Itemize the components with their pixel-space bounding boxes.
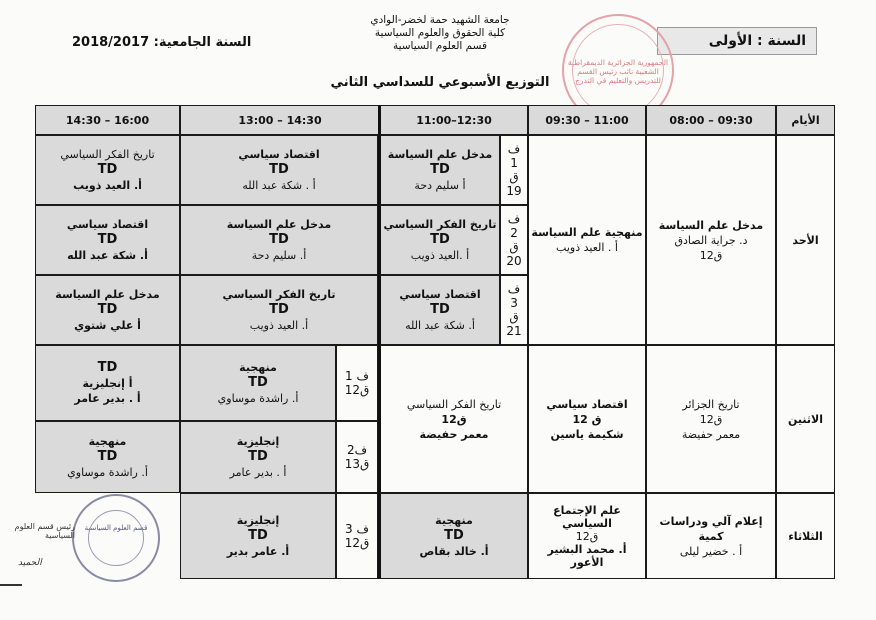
room-num: 21 xyxy=(506,324,522,338)
day-sunday: الأحد xyxy=(776,135,835,345)
course-name: منهجية xyxy=(88,435,127,448)
group-label xyxy=(336,493,378,579)
sunday-slot5-row1 xyxy=(35,135,180,205)
room: ق 12 xyxy=(572,412,602,426)
tuesday-slot2 xyxy=(528,493,646,579)
session-type: TD xyxy=(430,302,450,317)
session-type: TD xyxy=(97,232,118,247)
group-num: 1 xyxy=(510,156,518,170)
session-type: TD xyxy=(97,302,118,317)
room-q: ق xyxy=(509,240,519,254)
session-type: TD xyxy=(97,449,118,464)
sunday-slot5-row3 xyxy=(35,275,180,345)
room-num: ق13 xyxy=(344,457,370,471)
group-num: ف2 xyxy=(346,443,368,457)
instructor: أ. العيد ذويب xyxy=(249,319,309,332)
university-name: جامعة الشهيد حمة لخضر-الوادي xyxy=(370,14,510,26)
monday-slot1 xyxy=(646,345,776,493)
course-name: إنجليزية xyxy=(236,435,280,448)
course-name: منهجية xyxy=(435,514,473,527)
room: ق12 xyxy=(441,412,467,426)
room-num: ق12 xyxy=(344,383,370,397)
group-num: 3 xyxy=(510,296,518,310)
slot-header-4: 14:30 – 13:00 xyxy=(180,105,380,135)
group-label xyxy=(500,205,528,275)
room-q: ق xyxy=(509,170,519,184)
group-f: ف xyxy=(507,212,521,226)
day-monday: الاثنين xyxy=(776,345,835,493)
group-label xyxy=(500,135,528,205)
sunday-slot3-group2 xyxy=(378,205,500,275)
academic-year: السنة الجامعية: 2018/2017 xyxy=(72,35,252,50)
instructor: أ. شكة عبد الله xyxy=(67,249,148,262)
instructor: أ. راشدة موساوي xyxy=(217,392,299,405)
group-f: ف xyxy=(507,282,521,296)
day-tuesday: الثلاثاء xyxy=(776,493,835,579)
course-name: مدخل علم السياسة xyxy=(226,218,332,231)
group-num: ف 1 xyxy=(345,369,369,383)
stamp-text: الجمهورية الجزائرية الديمقراطية الشعبية نائب رئيس القسم للتدريس والتعليم في التدرج xyxy=(567,58,669,85)
instructor: معمر حفيضة xyxy=(681,427,741,441)
sunday-slot4-row3 xyxy=(180,275,378,345)
tuesday-slot3 xyxy=(378,493,528,579)
slot-header-5: 16:00 – 14:30 xyxy=(35,105,180,135)
level-box: السنة : الأولى xyxy=(657,27,817,55)
session-type: TD xyxy=(430,232,450,247)
group-label xyxy=(500,275,528,345)
session-type: TD xyxy=(269,302,289,317)
sunday-slot5-row2 xyxy=(35,205,180,275)
group-f: ف xyxy=(507,142,521,156)
course-name: تاريخ الفكر السياسي xyxy=(406,397,502,411)
group-label xyxy=(336,345,378,421)
signature-name: الحميد xyxy=(18,558,42,568)
course-name: تاريخ الجزائر xyxy=(682,397,740,411)
room-num: 20 xyxy=(506,254,522,268)
instructor: أ. خالد بقاص xyxy=(419,545,489,558)
sunday-slot3-group1 xyxy=(378,135,500,205)
instructor: أ. محمد البشير xyxy=(547,542,627,556)
course-name: اقتصاد سياسي xyxy=(399,288,481,301)
instructor: أ . شكة عبد الله xyxy=(242,179,316,192)
session-type: TD xyxy=(97,162,118,177)
group-num: ف 3 xyxy=(345,522,369,536)
instructor: أ سليم دحة xyxy=(414,179,466,192)
course-name: تاريخ الفكر السياسي xyxy=(383,218,497,231)
room: ق12 xyxy=(699,412,723,426)
course-name-2: كمية xyxy=(698,529,724,543)
course-name: اقتصاد سياسي xyxy=(238,148,320,161)
course-name: تاريخ الفكر السياسي xyxy=(60,148,155,161)
instructor: أ. راشدة موساوي xyxy=(67,466,148,479)
instructor: أ .العيد ذويب xyxy=(410,249,470,262)
monday-slot4-group2 xyxy=(180,421,336,493)
sunday-slot3-group3 xyxy=(378,275,500,345)
course-name-2: السياسي xyxy=(562,516,612,530)
monday-slot3 xyxy=(378,345,528,493)
room: ق12 xyxy=(699,248,723,262)
monday-slot2 xyxy=(528,345,646,493)
page-title: التوزيع الأسبوعي للسداسي الثاني xyxy=(330,75,550,90)
room: ق12 xyxy=(575,529,599,543)
instructor: د. جراية الصادق xyxy=(674,233,748,247)
session-type: TD xyxy=(269,232,289,247)
room-num: 19 xyxy=(506,184,522,198)
course-name: اقتصاد سياسي xyxy=(66,218,149,231)
course-name: تاريخ الفكر السياسي xyxy=(222,288,336,301)
group-num: 2 xyxy=(510,226,518,240)
slot-header-3: 12:30–11:00 xyxy=(378,105,528,135)
slot-header-1: 09:30 – 08:00 xyxy=(646,105,776,135)
instructor: أ . خضير ليلى xyxy=(679,544,743,558)
session-type: TD xyxy=(269,162,289,177)
department-name: قسم العلوم السياسية xyxy=(392,40,488,52)
course-name: أ إنجليزية xyxy=(82,377,133,390)
session-type: TD xyxy=(248,528,268,543)
divider xyxy=(0,584,22,586)
course-name: منهجية علم السياسة xyxy=(531,226,643,239)
instructor: أ. العيد ذويب xyxy=(73,179,142,192)
session-type: TD xyxy=(444,528,464,543)
course-name: علم الإجتماع xyxy=(553,503,621,517)
session-type: TD xyxy=(248,375,268,390)
sunday-slot4-row1 xyxy=(180,135,378,205)
signature-label: رئيس قسم العلوم السياسية xyxy=(14,522,75,540)
slot-header-2: 11:00 – 09:30 xyxy=(528,105,646,135)
sunday-slot4-row2 xyxy=(180,205,378,275)
tuesday-slot1 xyxy=(646,493,776,579)
course-name: إنجليزية xyxy=(236,514,280,527)
course-name: إعلام آلي ودراسات xyxy=(659,514,763,528)
instructor-2: الأعور xyxy=(570,555,604,569)
monday-slot5-row1 xyxy=(35,345,180,421)
sunday-slot2 xyxy=(528,135,646,345)
instructor: أ. عامر بدير xyxy=(226,545,290,558)
monday-slot4-group1 xyxy=(180,345,336,421)
weekly-schedule-table xyxy=(35,105,835,579)
session-type: TD xyxy=(97,360,118,375)
stamp2-text: قسم العلوم السياسية xyxy=(84,524,148,532)
session-type: TD xyxy=(248,449,268,464)
room-q: ق xyxy=(509,310,519,324)
instructor: أ. سليم دحة xyxy=(251,249,307,262)
instructor: أ . العيد ذويب xyxy=(556,241,618,254)
course-name: مدخل علم السياسة xyxy=(387,148,493,161)
days-header: الأيام xyxy=(776,105,835,135)
instructor: أ. شكة عبد الله xyxy=(405,319,475,332)
institution-header xyxy=(300,14,580,53)
instructor: أ . بدير عامر xyxy=(229,466,287,479)
sunday-slot1 xyxy=(646,135,776,345)
room-num: ق12 xyxy=(344,536,370,550)
course-name: منهجية xyxy=(239,361,277,374)
faculty-name: كلية الحقوق والعلوم السياسية xyxy=(374,27,506,39)
instructor: أ . بدير عامر xyxy=(74,392,141,405)
group-label xyxy=(336,421,378,493)
tuesday-slot4 xyxy=(180,493,336,579)
course-name: اقتصاد سياسي xyxy=(546,397,628,411)
session-type: TD xyxy=(430,162,450,177)
course-name: مدخل علم السياسة xyxy=(55,288,160,301)
monday-slot5-row2 xyxy=(35,421,180,493)
instructor: شكيمة ياسين xyxy=(550,427,624,441)
course-name: مدخل علم السياسة xyxy=(658,218,764,232)
instructor: أ علي شتوي xyxy=(74,319,141,332)
instructor: معمر حفيضة xyxy=(419,427,489,441)
